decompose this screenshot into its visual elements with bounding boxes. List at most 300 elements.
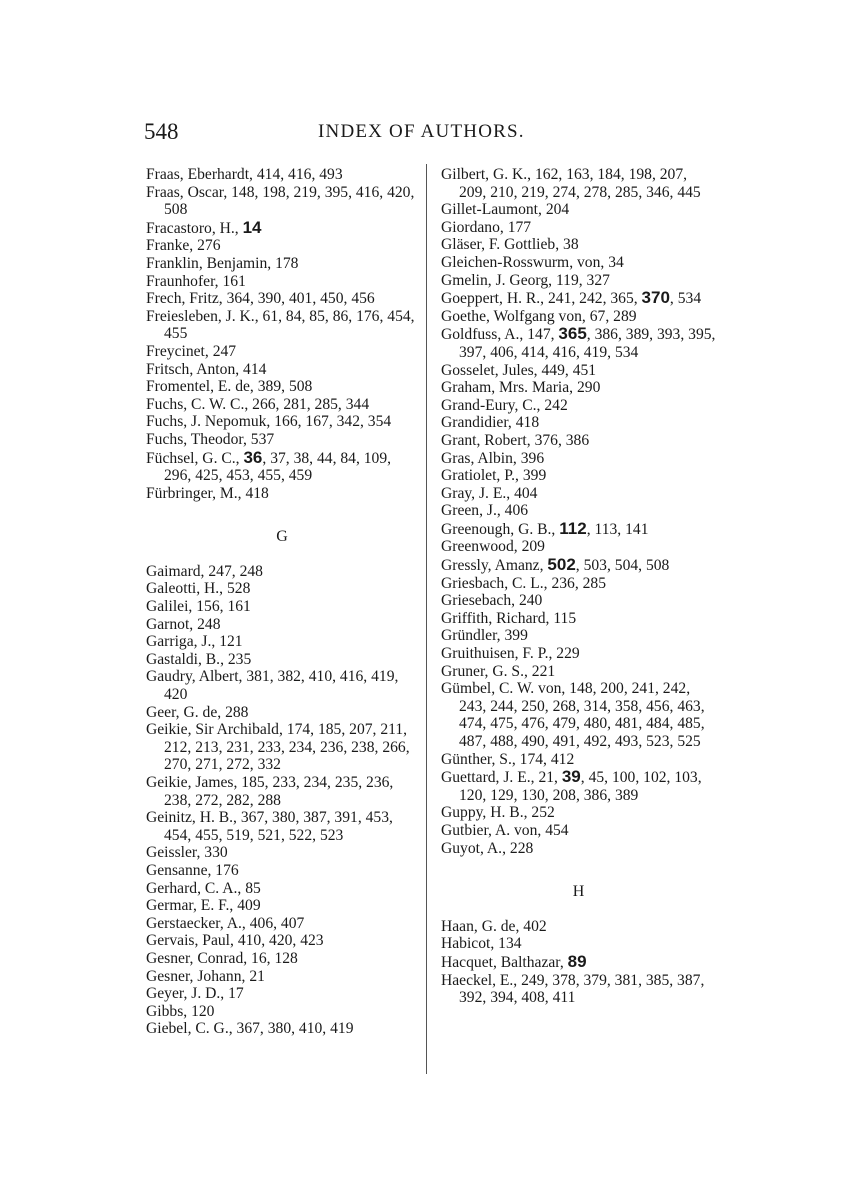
page-reference: 534 xyxy=(614,343,639,361)
index-entry: Füchsel, G. C., 36, 37, 38, 44, 84, 109, 296, 425, 453, 455, 459 xyxy=(146,447,392,485)
page-reference: 380 xyxy=(272,809,296,827)
page-reference: 382 xyxy=(277,668,301,686)
page-reference: 103 xyxy=(674,769,698,787)
page-reference-bold: 89 xyxy=(567,951,587,971)
page-reference: 129 xyxy=(490,786,514,804)
index-entry xyxy=(441,918,716,936)
page-reference: 416 xyxy=(355,183,380,201)
page-reference: 385 xyxy=(645,971,670,989)
page-reference-bold: 36 xyxy=(243,447,263,467)
page-reference: 234 xyxy=(288,738,313,756)
page-reference: 395 xyxy=(688,326,712,344)
page-reference-bold: 39 xyxy=(561,767,581,787)
index-entry: Fraas, Oscar, 148, 198, 219, 395, 416, 420, 508 xyxy=(146,183,415,219)
page-reference: 402 xyxy=(523,917,547,935)
page-reference: 236 xyxy=(319,738,344,756)
author-name: Freycinet, xyxy=(146,342,209,360)
page-reference: 34 xyxy=(608,253,624,271)
index-entry xyxy=(146,273,418,291)
index-entry: Fromentel, E. de, 389, 508 xyxy=(146,378,313,396)
page-reference: 200 xyxy=(600,680,624,698)
author-name: Gratiolet, P., xyxy=(441,467,519,485)
index-entry xyxy=(146,985,418,1003)
page-reference: 407 xyxy=(280,914,305,932)
author-name: Gutbier, A. von, xyxy=(441,821,542,839)
index-entry: Geikie, James, 185, 233, 234, 235, 236, 238, 272, 282, 288 xyxy=(146,774,394,809)
page-reference: 242 xyxy=(579,290,603,308)
running-title: INDEX OF AUTHORS. xyxy=(318,121,525,142)
index-entry xyxy=(146,897,418,915)
page-reference: 528 xyxy=(227,580,251,598)
page-reference: 389 xyxy=(257,378,282,396)
page-reference: 332 xyxy=(257,756,281,774)
page-reference: 387 xyxy=(303,809,327,827)
section-letter-g: G xyxy=(276,528,288,546)
page-reference: 252 xyxy=(531,804,555,822)
page-reference: 381 xyxy=(614,971,639,989)
page-reference: 209 xyxy=(459,183,483,201)
author-name: Gras, Albin, xyxy=(441,449,517,467)
page-reference: 487 xyxy=(459,733,483,750)
page-reference: 492 xyxy=(583,733,608,750)
page-reference: 522 xyxy=(288,826,313,844)
page-reference: 454 xyxy=(545,821,569,839)
page-reference: 490 xyxy=(521,733,545,750)
page-reference: 147 xyxy=(527,326,551,344)
page-reference: 176 xyxy=(356,307,380,325)
page-reference: 130 xyxy=(521,786,545,804)
page-reference: 418 xyxy=(515,414,540,432)
author-name: Guyot, A., xyxy=(441,839,506,857)
author-name: Garriga, J., xyxy=(146,633,216,651)
index-entry xyxy=(146,431,418,449)
page-reference: 134 xyxy=(498,935,522,953)
page-reference: 519 xyxy=(226,826,250,844)
index-entry xyxy=(441,201,716,219)
page-reference: 21 xyxy=(249,967,265,985)
page-reference: 416 xyxy=(288,166,312,183)
author-name: Haeckel, E., xyxy=(441,971,518,989)
author-name: Gesner, Johann, xyxy=(146,967,246,985)
index-entry: Gressly, Amanz, 502, 503, 504, 508 xyxy=(441,555,670,575)
index-entry: Grant, Robert, 376, 386 xyxy=(441,431,590,449)
page-reference: 85 xyxy=(245,879,261,897)
page-reference: 451 xyxy=(572,361,597,379)
page-reference: 537 xyxy=(250,430,275,448)
author-name: Freiesleben, J. K., xyxy=(146,307,259,325)
page-reference: 242 xyxy=(662,680,687,698)
page-reference: 185 xyxy=(241,774,265,791)
page-reference: 141 xyxy=(625,520,649,538)
page-reference: 378 xyxy=(552,971,576,989)
page-reference: 240 xyxy=(518,592,543,610)
page-reference: 416 xyxy=(552,343,576,361)
page-reference: 113 xyxy=(594,520,618,538)
page-reference: 456 xyxy=(646,697,670,715)
index-entry: Giebel, C. G., 367, 380, 410, 419 xyxy=(146,1020,354,1038)
index-entry xyxy=(146,844,418,862)
page-reference: 45 xyxy=(588,769,605,787)
page-reference: 156 xyxy=(196,598,220,616)
page-reference: 210 xyxy=(490,183,514,201)
page-reference: 176 xyxy=(215,861,239,879)
index-entry xyxy=(441,935,716,953)
page-reference-bold: 14 xyxy=(242,217,262,237)
author-name: Fuchs, J. Nepomuk, xyxy=(146,413,271,431)
page-reference: 534 xyxy=(677,290,702,308)
page-reference: 238 xyxy=(351,738,375,756)
index-entry xyxy=(441,663,716,681)
page-reference: 420 xyxy=(387,183,411,201)
page-reference: 386 xyxy=(594,326,618,344)
index-entry xyxy=(441,627,716,645)
index-entry xyxy=(441,840,716,858)
page-reference: 392 xyxy=(459,989,483,1007)
page-reference: 234 xyxy=(303,774,328,791)
author-name: Fürbringer, M., xyxy=(146,484,242,502)
index-entry: Griesbach, C. L., 236, 285 xyxy=(441,574,607,592)
page-reference: 119 xyxy=(555,271,579,289)
entries-list xyxy=(441,166,716,857)
page-reference: 493 xyxy=(319,166,343,183)
index-entry xyxy=(441,953,716,972)
page-reference: 523 xyxy=(646,733,670,750)
page-reference: 404 xyxy=(514,484,538,502)
page-reference: 449 xyxy=(541,361,565,379)
page-reference: 387 xyxy=(677,971,701,989)
page-reference: 481 xyxy=(614,715,639,733)
page-reference: 249 xyxy=(521,971,545,989)
index-entry: Geikie, Sir Archibald, 174, 185, 207, 211, 212, 213, 231, 233, 234, 236, 238, 266, 270, 271, 272, 332 xyxy=(146,721,410,774)
page-reference: 330 xyxy=(204,844,228,862)
page-reference: 412 xyxy=(550,750,575,768)
author-name: Gmelin, J. Georg, xyxy=(441,271,553,289)
author-name: Frech, Fritz, xyxy=(146,290,223,308)
author-name: Gressly, Amanz, xyxy=(441,557,544,575)
page-reference: 485 xyxy=(677,715,701,733)
author-name: Günther, S., xyxy=(441,750,516,768)
page-reference: 285 xyxy=(582,574,607,592)
author-name: Garnot, xyxy=(146,615,194,633)
page-reference: 406 xyxy=(249,914,274,932)
author-name: Gerhard, C. A., xyxy=(146,879,242,897)
page-reference: 358 xyxy=(614,697,639,715)
page-reference: 454 xyxy=(164,826,188,844)
page-reference: 425 xyxy=(195,467,219,485)
index-entry: Goeppert, H. R., 241, 242, 365, 370, 534 xyxy=(441,288,702,308)
page-reference: 420 xyxy=(164,686,188,704)
author-name: Gesner, Conrad, xyxy=(146,949,248,967)
index-entry: Fuchs, J. Nepomuk, 166, 167, 342, 354 xyxy=(146,413,392,431)
page-reference: 504 xyxy=(614,557,639,575)
page-reference: 163 xyxy=(566,166,590,183)
page-reference: 248 xyxy=(197,615,221,633)
page-reference: 386 xyxy=(565,431,590,449)
page-reference: 445 xyxy=(677,183,701,201)
page-reference: 389 xyxy=(614,786,639,804)
page-reference: 238 xyxy=(164,791,188,809)
index-entry xyxy=(146,485,418,503)
page-reference: 401 xyxy=(288,290,313,308)
page-reference: 455 xyxy=(257,467,281,485)
page-reference: 419 xyxy=(371,668,395,686)
index-entry: Gesner, Conrad, 16, 128 xyxy=(146,949,298,967)
page-reference: 185 xyxy=(317,721,342,739)
author-name: Gleichen-Rosswurm, von, xyxy=(441,253,605,271)
page-reference: 161 xyxy=(222,272,246,290)
index-entry xyxy=(146,1003,418,1021)
index-entry xyxy=(441,219,716,237)
index-entry xyxy=(441,414,716,432)
page-reference: 208 xyxy=(552,786,576,804)
page-reference: 376 xyxy=(534,431,558,449)
column-divider xyxy=(426,164,427,1074)
author-name: Franke, xyxy=(146,237,194,255)
author-name: Grand-Eury, C., xyxy=(441,396,541,414)
author-name: Griesebach, xyxy=(441,592,516,610)
page-reference: 420 xyxy=(269,932,293,950)
index-entry xyxy=(441,450,716,468)
page-reference: 211 xyxy=(380,721,404,739)
page-reference: 272 xyxy=(226,756,250,774)
page-reference: 247 xyxy=(212,342,237,360)
index-entry: Geinitz, H. B., 367, 380, 387, 391, 453, 454, 455, 519, 521, 522, 523 xyxy=(146,809,393,844)
index-entry: Gümbel, C. W. von, 148, 200, 241, 242, 243, 244, 250, 268, 314, 358, 456, 463, 474, 475, 476, 479, 480, 481, 484, 485, 487, 488, 490, 491, 492, 493, 523, 525 xyxy=(441,680,705,750)
page-reference: 423 xyxy=(300,932,324,950)
page-reference: 235 xyxy=(334,774,359,791)
index-entry xyxy=(146,237,418,255)
page-reference: 288 xyxy=(257,791,281,809)
entries-list xyxy=(146,166,418,502)
page-reference: 380 xyxy=(267,1020,292,1038)
page-reference: 285 xyxy=(614,183,639,201)
page-reference: 344 xyxy=(345,395,370,413)
page-reference: 381 xyxy=(246,668,270,686)
author-name: Geikie, James, xyxy=(146,774,238,791)
page-reference: 346 xyxy=(646,183,670,201)
page-reference: 503 xyxy=(583,557,607,575)
page-reference: 463 xyxy=(677,697,701,715)
page-reference: 184 xyxy=(597,166,621,183)
author-name: Gruner, G. S., xyxy=(441,662,528,680)
index-entry: Haeckel, E., 249, 378, 379, 381, 385, 387, 392, 394, 408, 411 xyxy=(441,971,705,1007)
index-entry: Guettard, J. E., 21, 39, 45, 100, 102, 103, 120, 129, 130, 208, 386, 389 xyxy=(441,767,702,804)
author-name: Gray, J. E., xyxy=(441,484,511,502)
page-reference: 207 xyxy=(349,721,373,739)
page-reference: 479 xyxy=(552,715,576,733)
page-reference: 86 xyxy=(332,307,349,325)
index-entry xyxy=(146,616,418,634)
page-reference: 367 xyxy=(240,809,265,827)
page-reference: 450 xyxy=(320,290,344,308)
page-reference: 174 xyxy=(519,750,544,768)
page-reference: 228 xyxy=(509,839,534,857)
page-reference: 406 xyxy=(490,343,514,361)
page-reference: 38 xyxy=(293,449,310,467)
author-name: Gümbel, C. W. von, xyxy=(441,680,566,698)
index-entry xyxy=(441,236,716,254)
author-name: Green, J., xyxy=(441,502,501,520)
page-reference: 416 xyxy=(339,668,364,686)
page-reference: 120 xyxy=(459,786,483,804)
page-reference: 17 xyxy=(228,985,244,1003)
page-reference: 248 xyxy=(239,562,263,580)
page-reference: 247 xyxy=(208,562,232,580)
index-entry xyxy=(146,633,418,651)
author-name: Gerstaecker, A., xyxy=(146,914,246,932)
page-reference: 102 xyxy=(643,769,667,787)
author-name: Gilbert, G. K., xyxy=(441,166,532,183)
page-reference: 289 xyxy=(613,307,637,325)
index-entry xyxy=(146,580,418,598)
author-name: Geer, G. de, xyxy=(146,703,222,721)
page-reference: 115 xyxy=(553,609,577,627)
page-reference-bold: 365 xyxy=(558,324,587,344)
index-entry xyxy=(146,704,418,722)
author-name: Guettard, J. E., xyxy=(441,769,535,787)
page-reference: 410 xyxy=(298,1020,323,1038)
index-entry: Gervais, Paul, 410, 420, 423 xyxy=(146,932,324,950)
page-reference: 266 xyxy=(252,395,276,413)
page-reference: 354 xyxy=(367,413,392,431)
page-reference: 474 xyxy=(459,715,483,733)
page-reference: 44 xyxy=(316,449,333,467)
page-reference: 391 xyxy=(334,809,358,827)
author-name: Goethe, Wolfgang von, xyxy=(441,307,586,325)
page-reference: 410 xyxy=(237,932,262,950)
index-entry xyxy=(441,254,716,272)
page-reference: 394 xyxy=(490,989,514,1007)
page-reference-bold: 502 xyxy=(547,555,576,575)
index-entry xyxy=(146,255,418,273)
author-name: Geikie, Sir Archibald, xyxy=(146,721,283,739)
page-reference: 397 xyxy=(459,343,483,361)
page-reference: 120 xyxy=(191,1002,215,1020)
page-reference: 475 xyxy=(490,715,514,733)
author-name: Gaimard, xyxy=(146,562,205,580)
page-reference: 418 xyxy=(245,484,269,502)
page-reference: 281 xyxy=(283,395,307,413)
page-reference: 38 xyxy=(563,236,579,254)
page-reference: 148 xyxy=(231,183,255,201)
author-name: Gläser, F. Gottlieb, xyxy=(441,236,560,254)
author-name: Guppy, H. B., xyxy=(441,804,528,822)
author-name: Grant, Robert, xyxy=(441,431,531,449)
page-reference: 213 xyxy=(195,738,219,756)
page-reference: 21 xyxy=(538,769,555,787)
index-entry: Fraas, Eberhardt, 414, 416, 493 xyxy=(146,166,343,183)
page-reference: 390 xyxy=(257,290,282,308)
page-reference: 235 xyxy=(227,650,252,668)
page-reference: 396 xyxy=(520,449,545,467)
index-entry: Goldfuss, A., 147, 365, 386, 389, 393, 395, 397, 406, 414, 416, 419, 534 xyxy=(441,324,716,361)
page-reference-bold: 370 xyxy=(641,288,670,308)
page-reference: 488 xyxy=(490,733,514,750)
page-reference: 456 xyxy=(351,290,375,308)
index-entry xyxy=(441,485,716,503)
page-reference: 204 xyxy=(545,201,570,219)
page-reference: 198 xyxy=(628,166,652,183)
author-name: Fraunhofer, xyxy=(146,272,219,290)
page-reference: 167 xyxy=(305,413,329,431)
author-name: Graham, Mrs. Maria, xyxy=(441,379,574,397)
index-entry xyxy=(441,397,716,415)
author-name: Füchsel, G. C., xyxy=(146,449,240,467)
page-number: 548 xyxy=(144,119,179,144)
page-reference: 455 xyxy=(164,325,188,343)
page-reference: 285 xyxy=(314,395,338,413)
page-reference: 109 xyxy=(363,449,388,467)
page-reference: 406 xyxy=(504,502,529,520)
index-entry xyxy=(441,822,716,840)
entries-list xyxy=(146,563,418,1038)
page-reference: 282 xyxy=(226,791,250,809)
page-reference: 410 xyxy=(308,668,333,686)
page-reference: 419 xyxy=(330,1020,354,1038)
page-reference: 399 xyxy=(522,467,547,485)
index-entry: Freiesleben, J. K., 61, 84, 85, 86, 176, 454, 455 xyxy=(146,307,415,343)
index-entry: Fuchs, C. W. C., 266, 281, 285, 344 xyxy=(146,395,370,413)
author-name: Galeotti, H., xyxy=(146,580,224,598)
author-name: Griffith, Richard, xyxy=(441,609,550,627)
author-name: Fracastoro, H., xyxy=(146,219,239,237)
page-reference: 327 xyxy=(586,271,610,289)
page-reference: 393 xyxy=(656,326,681,344)
index-entry: Gilbert, G. K., 162, 163, 184, 198, 207, 209, 210, 219, 274, 278, 285, 346, 445 xyxy=(441,166,701,201)
page-reference: 212 xyxy=(164,738,188,756)
index-entry xyxy=(146,651,418,669)
page-reference: 221 xyxy=(531,662,556,680)
page-reference: 37 xyxy=(270,449,286,467)
author-name: Giebel, C. G., xyxy=(146,1020,233,1038)
page-reference: 476 xyxy=(521,715,545,733)
page-reference: 233 xyxy=(272,774,296,791)
page-reference: 379 xyxy=(583,971,607,989)
page-reference: 128 xyxy=(274,949,298,967)
page-reference: 100 xyxy=(611,769,636,787)
index-entry xyxy=(441,645,716,663)
author-name: Gaudry, Albert, xyxy=(146,668,243,686)
page-reference: 266 xyxy=(382,738,406,756)
author-name: Fritsch, Anton, xyxy=(146,360,240,378)
index-entry xyxy=(441,804,716,822)
author-name: Haan, G. de, xyxy=(441,917,520,935)
index-entry xyxy=(441,610,716,628)
page-reference: 453 xyxy=(226,467,250,485)
author-name: Greenough, G. B., xyxy=(441,520,556,538)
index-entry xyxy=(146,862,418,880)
index-entry: Gerstaecker, A., 406, 407 xyxy=(146,914,305,932)
page-reference: 198 xyxy=(262,183,286,201)
author-name: Geinitz, H. B., xyxy=(146,809,237,827)
index-entry: Galilei, 156, 161 xyxy=(146,598,251,616)
index-entry: Gaimard, 247, 248 xyxy=(146,562,263,580)
page-reference: 242 xyxy=(544,396,568,414)
page-reference: 162 xyxy=(535,166,559,183)
page-reference: 271 xyxy=(195,756,219,774)
author-name: Gillet-Laumont, xyxy=(441,201,542,219)
page-reference: 389 xyxy=(625,326,650,344)
author-name: Fraas, Oscar, xyxy=(146,183,228,201)
page-reference: 454 xyxy=(387,307,411,325)
author-name: Geyer, J. D., xyxy=(146,985,225,1003)
page-reference: 453 xyxy=(365,809,389,827)
entries-list xyxy=(441,918,716,1007)
page-reference: 408 xyxy=(521,989,545,1007)
page-reference: 166 xyxy=(274,413,298,431)
page-reference: 364 xyxy=(226,290,250,308)
page-reference: 414 xyxy=(521,343,545,361)
